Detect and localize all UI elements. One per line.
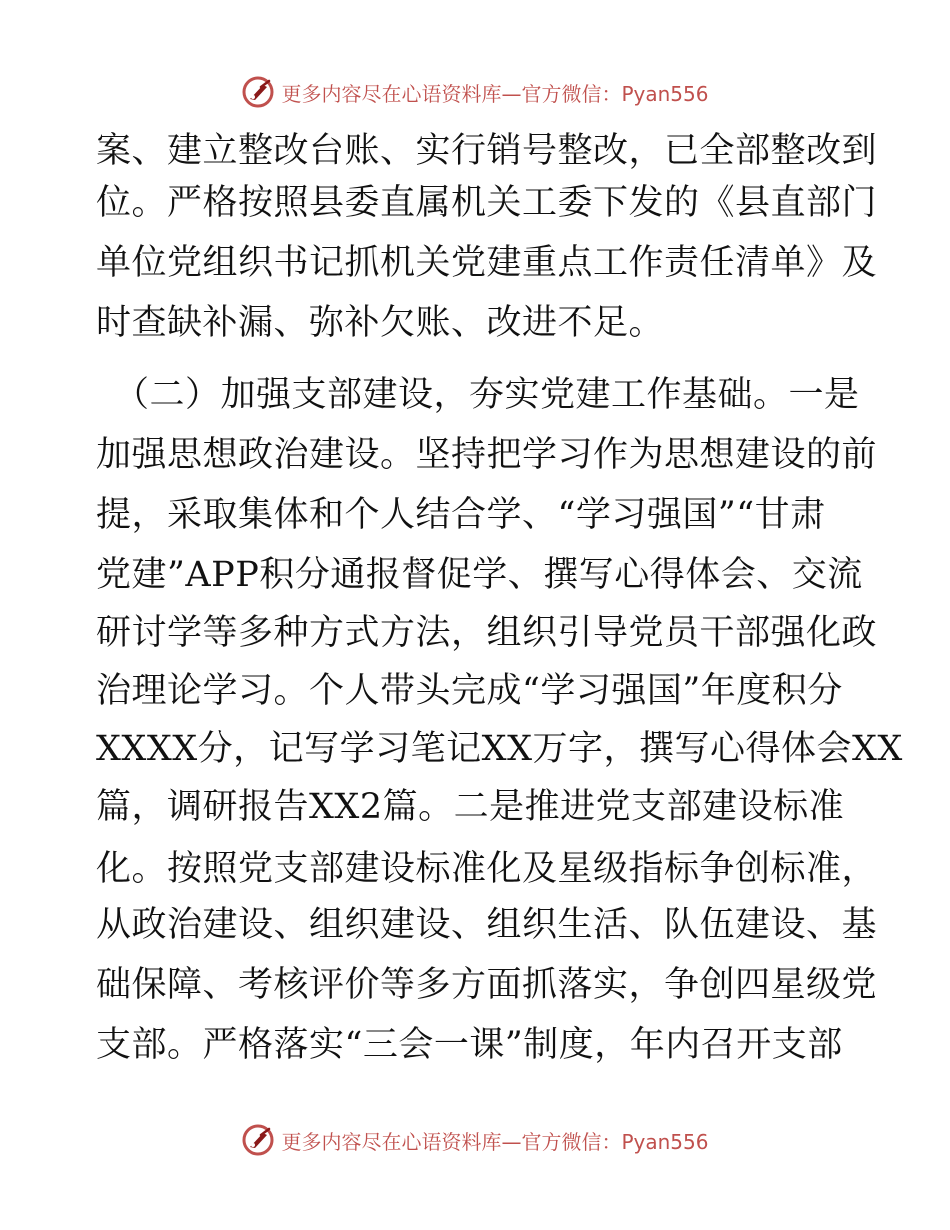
body-line: 篇，调研报告XX2篇。二是推进党支部建设标准 bbox=[96, 787, 845, 827]
body-line: 从政治建设、组织建设、组织生活、队伍建设、基 bbox=[96, 905, 878, 945]
footer-banner-text: 更多内容尽在心语资料库—官方微信：Pyan556 bbox=[281, 1129, 709, 1154]
footer-watermark-banner bbox=[0, 1120, 950, 1160]
quill-seal-icon bbox=[241, 1123, 275, 1157]
body-line: XXXX分，记写学习笔记XX万字，撰写心得体会XX bbox=[96, 729, 903, 769]
section-heading-line: （二）加强支部建设，夯实党建工作基础。一是 bbox=[114, 375, 860, 415]
body-line: 加强思想政治建设。坚持把学习作为思想建设的前 bbox=[96, 435, 878, 475]
body-line: 党建”APP积分通报督促学、撰写心得体会、交流 bbox=[96, 555, 863, 595]
body-line: 提，采取集体和个人结合学、“学习强国”“甘肃 bbox=[96, 495, 826, 535]
header-watermark-banner bbox=[0, 72, 950, 112]
header-banner-text: 更多内容尽在心语资料库—官方微信：Pyan556 bbox=[281, 81, 709, 106]
body-line: 础保障、考核评价等多方面抓落实，争创四星级党 bbox=[96, 965, 878, 1005]
body-line: 化。按照党支部建设标准化及星级指标争创标准， bbox=[96, 849, 878, 889]
body-line: 支部。严格落实“三会一课”制度，年内召开支部 bbox=[96, 1025, 843, 1065]
body-line: 位。严格按照县委直属机关工委下发的《县直部门 bbox=[96, 183, 878, 223]
body-line: 治理论学习。个人带头完成“学习强国”年度积分 bbox=[96, 671, 843, 711]
quill-seal-icon bbox=[241, 75, 275, 109]
body-line: 案、建立整改台账、实行销号整改，已全部整改到 bbox=[96, 131, 878, 171]
body-line: 单位党组织书记抓机关党建重点工作责任清单》及 bbox=[96, 243, 878, 283]
body-line: 时查缺补漏、弥补欠账、改进不足。 bbox=[96, 303, 665, 343]
body-line: 研讨学等多种方式方法，组织引导党员干部强化政 bbox=[96, 613, 878, 653]
